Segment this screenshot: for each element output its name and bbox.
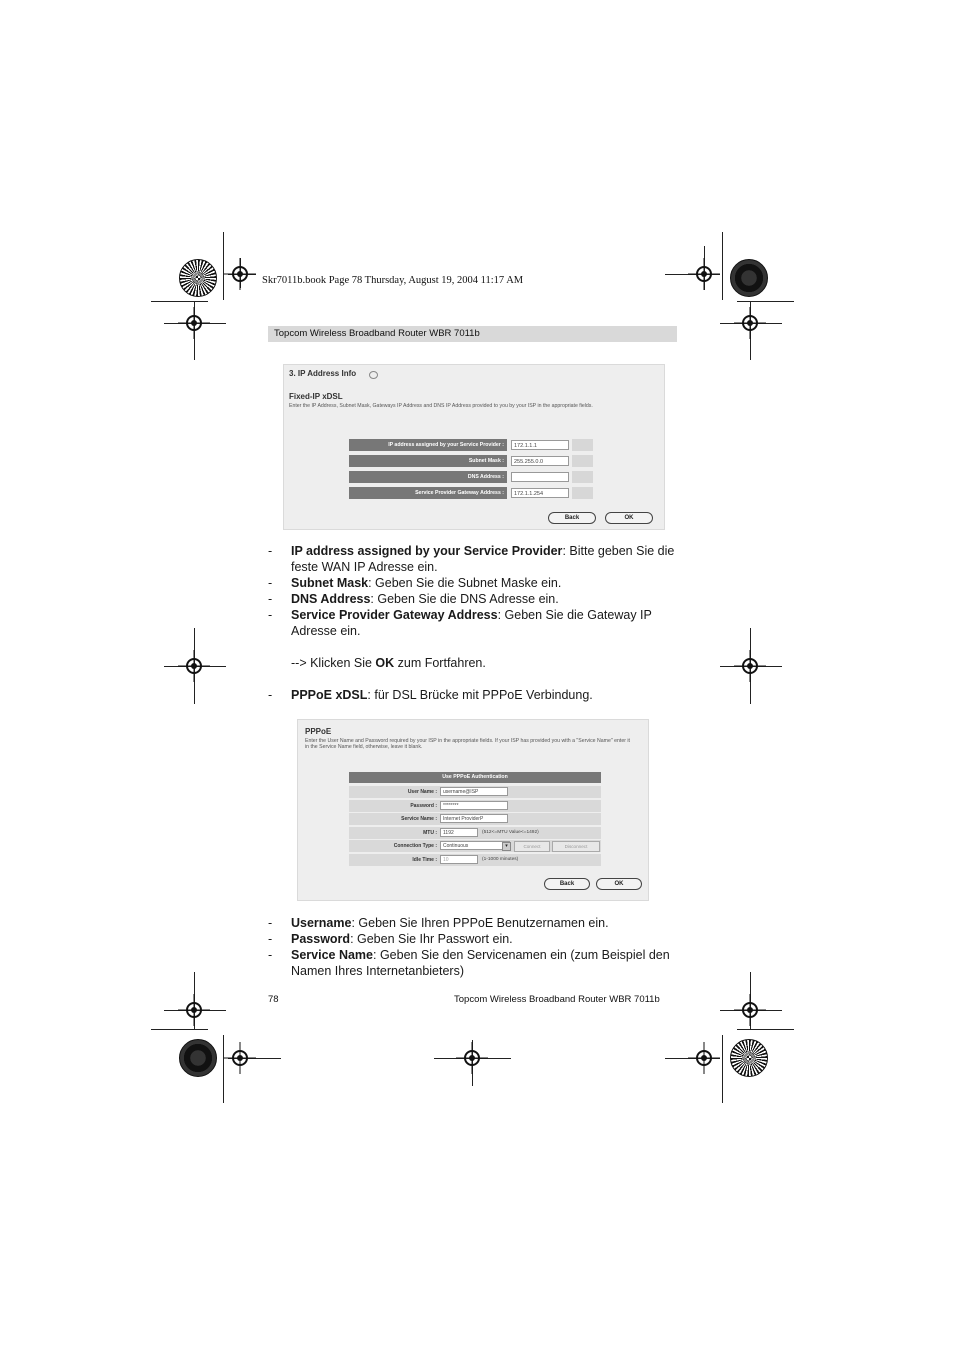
registration-mark-icon <box>224 258 256 290</box>
ok-button[interactable]: OK <box>596 878 642 890</box>
registration-mark-icon <box>456 1042 488 1074</box>
back-button[interactable]: Back <box>548 512 596 524</box>
password-input[interactable]: ******** <box>440 801 508 810</box>
click-note-text <box>291 655 679 671</box>
list-item <box>268 687 678 703</box>
dns-address-input[interactable] <box>511 472 569 482</box>
section-title: 3. IP Address Info <box>289 369 357 378</box>
panel-description: Enter the User Name and Password required by your ISP in the appropriate fields. If your ISP has provided you with a "Service Name" enter it in the Service Name field, otherwise, leave it blank. <box>305 738 630 750</box>
description: : Bitte geben Sie die feste WAN IP Adresse ein. <box>291 544 675 574</box>
term: Service Name <box>291 948 374 962</box>
field-label: Service Name : <box>401 816 437 822</box>
row-spacer <box>572 471 593 483</box>
click-note <box>268 655 678 671</box>
description: : Geben Sie den Servicenamen ein (zum Beispiel den Namen Ihres Internetanbieters) <box>291 948 670 978</box>
mtu-input[interactable]: 1192 <box>440 828 478 837</box>
registration-mark-icon <box>734 994 766 1026</box>
list-item-text <box>291 947 679 979</box>
registration-mark-icon <box>224 1042 256 1074</box>
list-item <box>268 591 678 607</box>
bullet-dash: - <box>268 592 273 606</box>
subnet-mask-input[interactable]: 255.255.0.0 <box>511 456 569 466</box>
field-label: Idle Time : <box>412 857 437 863</box>
bullet-dash: - <box>268 916 273 930</box>
term: Service Provider Gateway Address <box>291 608 498 622</box>
registration-mark-icon <box>178 650 210 682</box>
bullet-dash: - <box>268 948 273 962</box>
table-row <box>349 813 601 825</box>
page-header <box>268 326 677 342</box>
field-label: Password : <box>410 803 437 809</box>
term: Subnet Mask <box>291 576 369 590</box>
bullet-dash: - <box>268 688 273 702</box>
color-rosette-icon <box>179 1039 217 1077</box>
row-spacer <box>572 455 593 467</box>
panel-heading: PPPoE <box>305 727 332 736</box>
registration-mark-icon <box>734 650 766 682</box>
connect-button[interactable]: Connect <box>514 841 550 852</box>
bullet-dash: - <box>268 932 273 946</box>
color-rosette-icon <box>179 259 217 297</box>
description: : Geben Sie Ihren PPPoE Benutzernamen ein. <box>351 916 609 930</box>
list-item-text <box>291 931 679 947</box>
idle-time-input[interactable]: 10 <box>440 855 478 864</box>
field-label: DNS Address : <box>349 471 507 483</box>
note-term: OK <box>375 656 395 670</box>
color-rosette-icon <box>730 259 768 297</box>
ok-button[interactable]: OK <box>605 512 653 524</box>
back-button[interactable]: Back <box>544 878 590 890</box>
field-label: Subnet Mask : <box>349 455 507 467</box>
description: : Geben Sie die Subnet Maske ein. <box>368 576 562 590</box>
color-rosette-icon <box>730 1039 768 1077</box>
bullet-dash: - <box>268 608 273 622</box>
field-label: IP address assigned by your Service Provider : <box>349 439 507 451</box>
term: PPPoE xDSL <box>291 688 368 702</box>
registration-mark-icon <box>734 307 766 339</box>
service-name-input[interactable]: Internet ProviderP <box>440 814 508 823</box>
list-item <box>268 575 678 591</box>
field-label: MTU : <box>423 830 437 836</box>
table-row <box>349 827 601 839</box>
field-label: Connection Type : <box>393 843 437 849</box>
description: : Geben Sie die DNS Adresse ein. <box>370 592 559 606</box>
mtu-note: (512<=MTU Value<=1492) <box>482 830 539 835</box>
registration-mark-icon <box>178 994 210 1026</box>
header-title: Topcom Wireless Broadband Router WBR 7011b <box>274 328 480 339</box>
table-row <box>349 854 601 866</box>
page-number: 78 <box>268 994 279 1005</box>
panel-heading: Fixed-IP xDSL <box>289 392 343 401</box>
registration-mark-icon <box>688 258 720 290</box>
field-label: Service Provider Gateway Address : <box>349 487 507 499</box>
term: Username <box>291 916 352 930</box>
term: IP address assigned by your Service Provider <box>291 544 563 558</box>
row-spacer <box>572 487 593 499</box>
dropdown-arrow-icon[interactable]: ▾ <box>502 842 511 851</box>
field-label: User Name : <box>407 789 437 795</box>
list-item-text <box>291 687 679 703</box>
list-item-text <box>291 915 679 931</box>
registration-mark-icon <box>178 307 210 339</box>
bullet-dash: - <box>268 576 273 590</box>
list-item <box>268 931 678 947</box>
table-row <box>349 840 601 852</box>
term: Password <box>291 932 351 946</box>
registration-mark-icon <box>688 1042 720 1074</box>
table-row <box>349 800 601 812</box>
description: : Geben Sie Ihr Passwort ein. <box>350 932 513 946</box>
list-item <box>268 607 678 639</box>
list-item <box>268 543 678 575</box>
disconnect-button[interactable]: Disconnect <box>552 841 600 852</box>
list-item-text <box>291 591 679 607</box>
note-suffix: zum Fortfahren. <box>394 656 486 670</box>
bullet-dash: - <box>268 544 273 558</box>
idle-time-note: (1-1000 minutes) <box>482 857 519 862</box>
table-row <box>349 786 601 798</box>
ip-address-input[interactable]: 172.1.1.1 <box>511 440 569 450</box>
panel-description: Enter the IP Address, Subnet Mask, Gateways IP Address and DNS IP Address provided to you by your ISP in the appropriate fields. <box>289 403 593 409</box>
print-info-line: Skr7011b.book Page 78 Thursday, August 19, 2004 11:17 AM <box>262 275 524 286</box>
table-title: Use PPPoE Authentication <box>349 772 601 783</box>
description: : Geben Sie die Gateway IP Adresse ein. <box>291 608 652 638</box>
description: : für DSL Brücke mit PPPoE Verbindung. <box>367 688 593 702</box>
username-input[interactable]: username@ISP <box>440 787 508 796</box>
term: DNS Address <box>291 592 371 606</box>
list-item-text <box>291 575 679 591</box>
list-item-text <box>291 543 679 575</box>
help-icon[interactable] <box>369 371 378 379</box>
gateway-address-input[interactable]: 172.1.1.254 <box>511 488 569 498</box>
note-prefix: --> Klicken Sie <box>291 656 376 670</box>
connection-type-select[interactable]: Continuous <box>440 841 510 850</box>
footer-title: Topcom Wireless Broadband Router WBR 7011b <box>454 994 660 1005</box>
list-item <box>268 947 678 979</box>
row-spacer <box>572 439 593 451</box>
list-item-text <box>291 607 679 639</box>
list-item <box>268 915 678 931</box>
